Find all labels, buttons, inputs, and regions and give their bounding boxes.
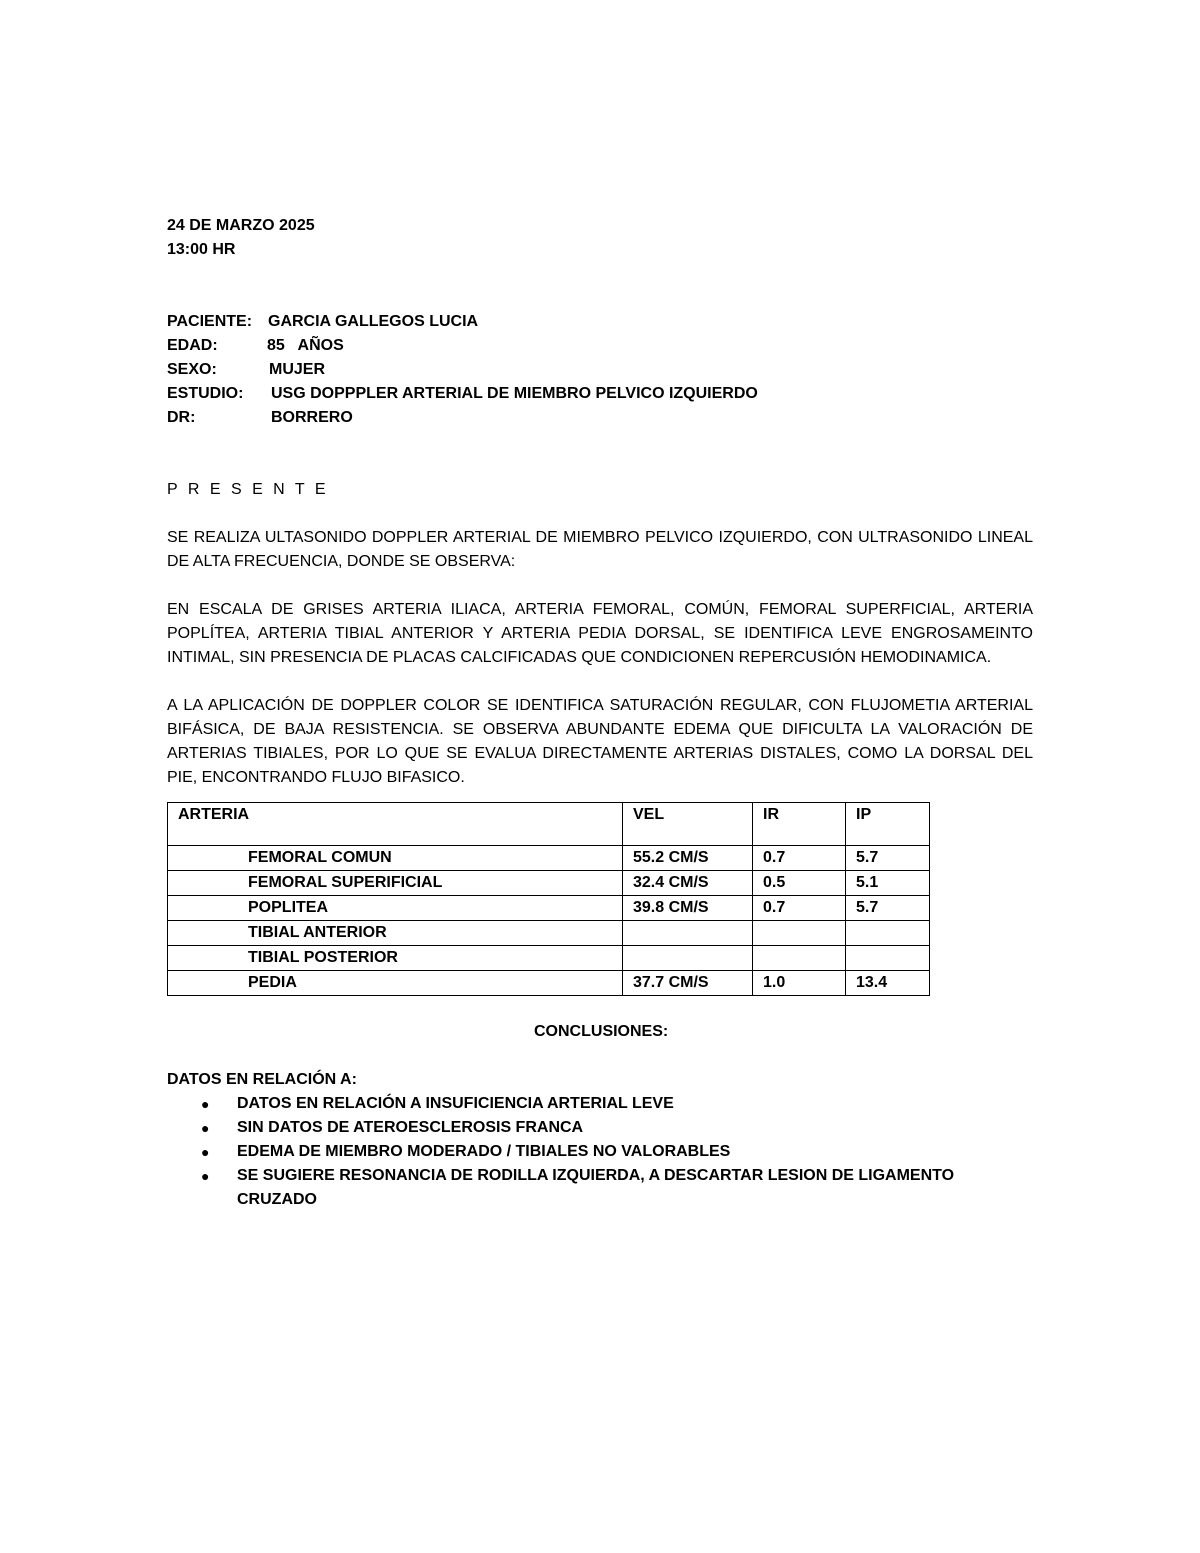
conclusions-list xyxy=(167,1092,1037,1212)
study-row xyxy=(167,382,1033,406)
cell-artery: FEMORAL SUPERIFICIAL xyxy=(168,871,623,896)
doppler-paragraph: A LA APLICACIÓN DE DOPPLER COLOR SE IDENTIFICA SATURACIÓN REGULAR, CON FLUJOMETIA ARTERIAL BIFÁSICA, DE BAJA RESISTENCIA. SE OBSERVA ABUNDANTE EDEMA QUE DIFICULTA LA VALORACIÓN DE ARTERIAS TIBIALES, POR LO QUE SE EVALUA DIRECTAMENTE ARTERIAS DISTALES, COMO LA DORSAL DEL PIE, ENCONTRANDO FLUJO BIFASICO. xyxy=(167,697,1033,786)
table-row xyxy=(168,846,930,871)
cell-ip: 5.1 xyxy=(846,871,930,896)
bullet-icon: ● xyxy=(201,1168,210,1184)
cell-artery: TIBIAL POSTERIOR xyxy=(168,946,623,971)
cell-ir: 1.0 xyxy=(753,971,846,996)
list-item xyxy=(201,1164,1037,1212)
cell-ir xyxy=(753,946,846,971)
patient-age-label: EDAD: xyxy=(167,337,218,354)
table-row xyxy=(168,896,930,921)
patient-age-row xyxy=(167,334,1033,358)
patient-name-row xyxy=(167,310,1033,334)
header-ip: IP xyxy=(846,803,930,846)
cell-vel: 32.4 CM/S xyxy=(623,871,753,896)
cell-vel: 55.2 CM/S xyxy=(623,846,753,871)
cell-ip xyxy=(846,946,930,971)
cell-artery: TIBIAL ANTERIOR xyxy=(168,921,623,946)
cell-vel: 39.8 CM/S xyxy=(623,896,753,921)
patient-age-value: 85 AÑOS xyxy=(267,337,344,354)
patient-sex-label: SEXO: xyxy=(167,361,217,378)
list-item xyxy=(201,1092,1037,1116)
list-item xyxy=(201,1140,1037,1164)
cell-ip: 5.7 xyxy=(846,846,930,871)
patient-sex-value: MUJER xyxy=(269,361,326,378)
conclusions-lead: DATOS EN RELACIÓN A: xyxy=(167,1071,357,1088)
cell-ip: 5.7 xyxy=(846,896,930,921)
table-row xyxy=(168,946,930,971)
header-ir: IR xyxy=(753,803,846,846)
table-row xyxy=(168,921,930,946)
doctor-label: DR: xyxy=(167,409,196,426)
cell-artery: FEMORAL COMUN xyxy=(168,846,623,871)
results-table xyxy=(167,802,930,996)
list-item xyxy=(201,1116,1037,1140)
patient-sex-row xyxy=(167,358,1033,382)
report-time: 13:00 HR xyxy=(167,241,236,258)
cell-ip xyxy=(846,921,930,946)
cell-ir xyxy=(753,921,846,946)
conclusion-text: SIN DATOS DE ATEROESCLEROSIS FRANCA xyxy=(237,1119,584,1136)
cell-ir: 0.7 xyxy=(753,896,846,921)
cell-vel xyxy=(623,921,753,946)
cell-artery: POPLITEA xyxy=(168,896,623,921)
conclusion-text: DATOS EN RELACIÓN A INSUFICIENCIA ARTERIAL LEVE xyxy=(237,1095,674,1112)
cell-vel xyxy=(623,946,753,971)
cell-ir: 0.7 xyxy=(753,846,846,871)
bullet-icon: ● xyxy=(201,1144,210,1160)
patient-name-label: PACIENTE: xyxy=(167,313,253,330)
report-date: 24 DE MARZO 2025 xyxy=(167,217,315,234)
cell-artery: PEDIA xyxy=(168,971,623,996)
intro-paragraph: SE REALIZA ULTASONIDO DOPPLER ARTERIAL DE MIEMBRO PELVICO IZQUIERDO, CON ULTRASONIDO LINEAL DE ALTA FRECUENCIA, DONDE SE OBSERVA: xyxy=(167,529,1033,570)
cell-ir: 0.5 xyxy=(753,871,846,896)
study-label: ESTUDIO: xyxy=(167,385,244,402)
table-header-row xyxy=(168,803,930,846)
doctor-row xyxy=(167,406,1033,430)
doctor-value: BORRERO xyxy=(271,409,353,426)
table-row xyxy=(168,871,930,896)
study-value: USG DOPPPLER ARTERIAL DE MIEMBRO PELVICO IZQUIERDO xyxy=(271,385,758,402)
conclusion-text: EDEMA DE MIEMBRO MODERADO / TIBIALES NO VALORABLES xyxy=(237,1143,731,1160)
header-vel: VEL xyxy=(623,803,753,846)
cell-vel: 37.7 CM/S xyxy=(623,971,753,996)
report-page xyxy=(167,214,1033,1212)
bullet-icon: ● xyxy=(201,1120,210,1136)
grayscale-paragraph: EN ESCALA DE GRISES ARTERIA ILIACA, ARTERIA FEMORAL, COMÚN, FEMORAL SUPERFICIAL, ARTERIA POPLÍTEA, ARTERIA TIBIAL ANTERIOR Y ARTERIA PEDIA DORSAL, SE IDENTIFICA LEVE ENGROSAMEINTO INTIMAL, SIN PRESENCIA DE PLACAS CALCIFICADAS QUE CONDICIONEN REPERCUSIÓN HEMODINAMICA. xyxy=(167,601,1033,666)
table-row xyxy=(168,971,930,996)
header-arteria: ARTERIA xyxy=(168,803,623,846)
conclusions-title: CONCLUSIONES: xyxy=(534,1023,669,1040)
cell-ip: 13.4 xyxy=(846,971,930,996)
patient-name-value: GARCIA GALLEGOS LUCIA xyxy=(268,313,479,330)
presente-heading: P R E S E N T E xyxy=(167,481,329,498)
conclusion-text: SE SUGIERE RESONANCIA DE RODILLA IZQUIERDA, A DESCARTAR LESION DE LIGAMENTO CRUZADO xyxy=(237,1167,955,1208)
bullet-icon: ● xyxy=(201,1096,210,1112)
